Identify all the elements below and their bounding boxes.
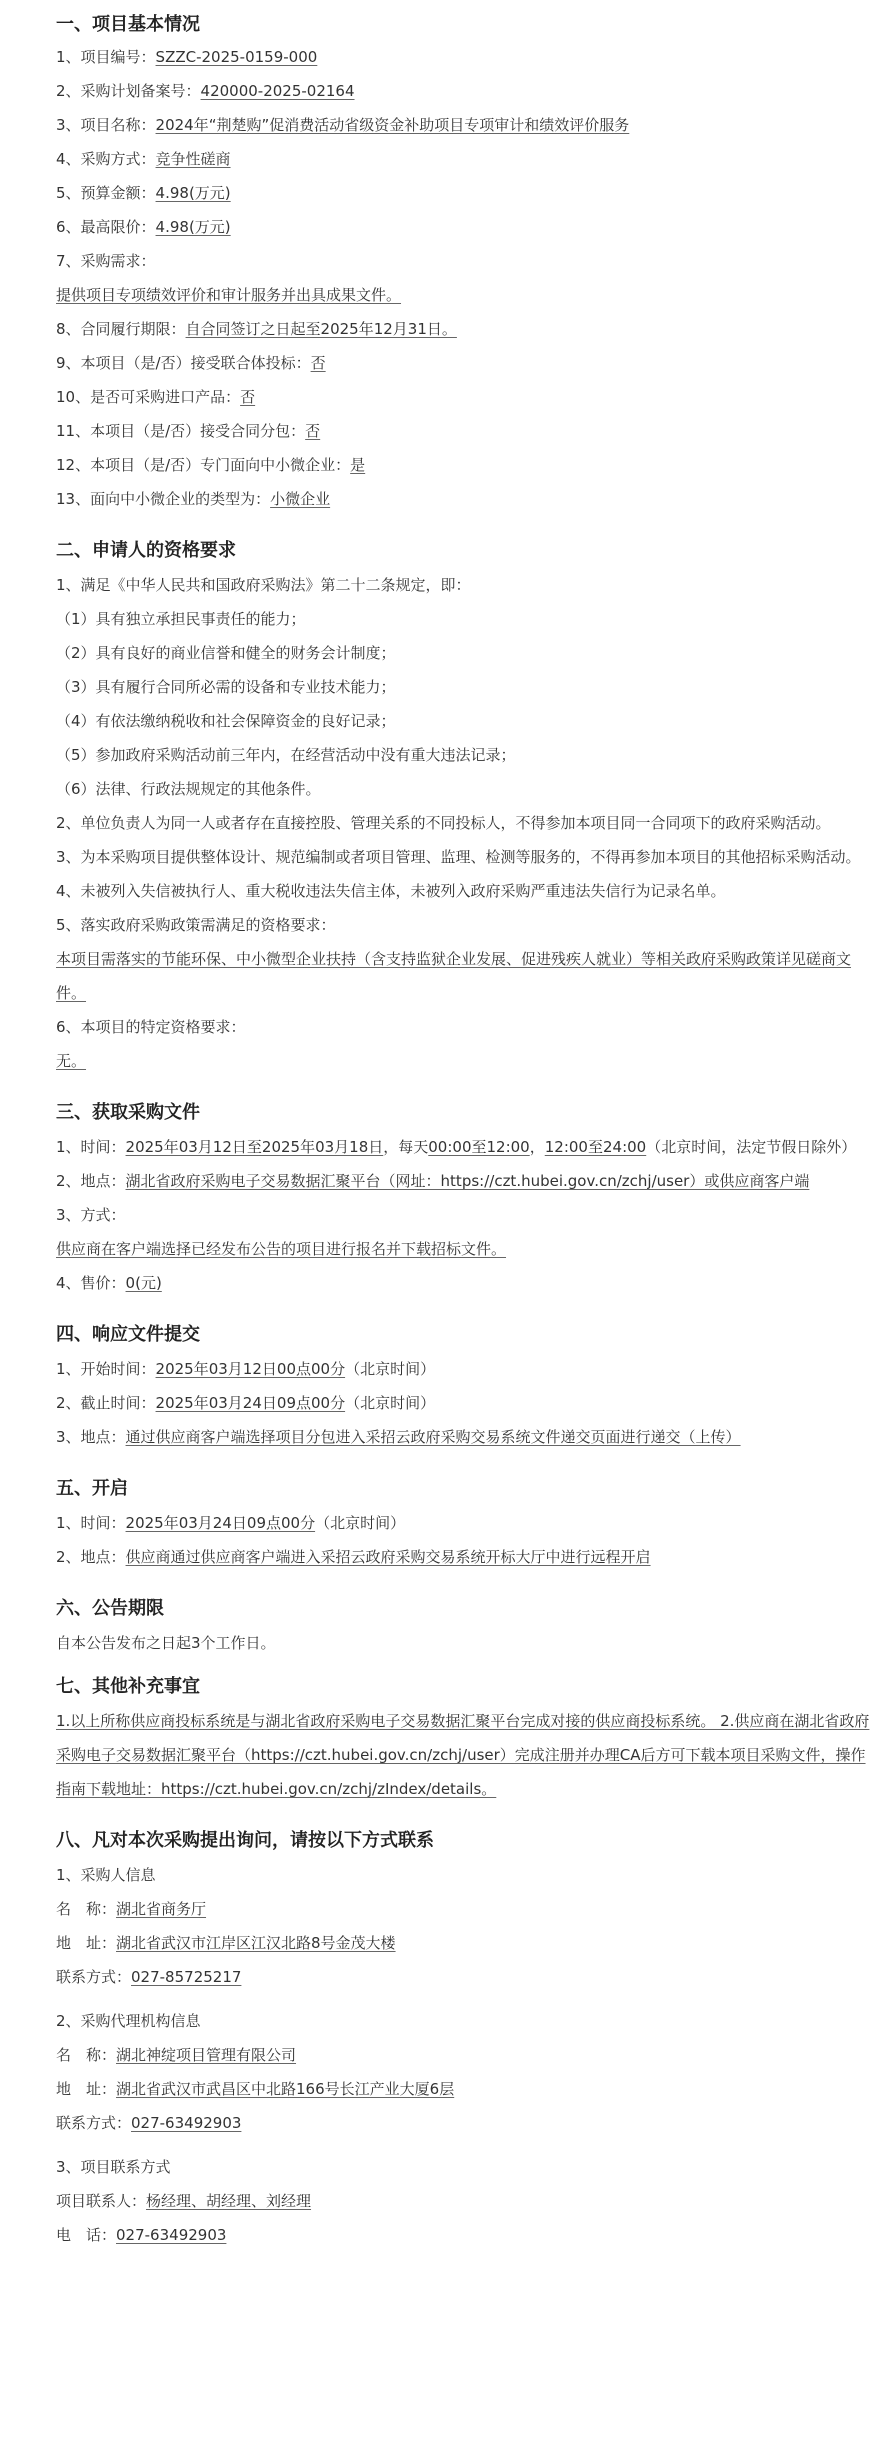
- qualification-2: 2、单位负责人为同一人或者存在直接控股、管理关系的不同投标人，不得参加本项目同一合同项下的政府采购活动。: [56, 814, 831, 832]
- agency-contact: 联系方式：027-63492903: [56, 2114, 242, 2132]
- project-contact-label: 3、项目联系方式: [56, 2158, 171, 2176]
- section-8-title: 八、凡对本次采购提出询问，请按以下方式联系: [56, 1830, 434, 1851]
- section-3-title: 三、获取采购文件: [56, 1102, 200, 1123]
- plan-record-number: 2、采购计划备案号：420000-2025-02164: [56, 82, 355, 100]
- submit-start-time: 1、开始时间：2025年03月12日00点00分（北京时间）: [56, 1360, 436, 1378]
- qualification-3: 3、为本采购项目提供整体设计、规范编制或者项目管理、监理、检测等服务的，不得再参加本项目的其他招标采购活动。: [56, 848, 861, 866]
- acquire-method: 供应商在客户端选择已经发布公告的项目进行报名并下载招标文件。: [56, 1240, 507, 1258]
- acquire-time: 1、时间：2025年03月12日至2025年03月18日，每天00:00至12:00，12:00至24:00（北京时间，法定节假日除外）: [56, 1138, 857, 1156]
- qualification-item-6: （6）法律、行政法规规定的其他条件。: [56, 780, 321, 798]
- purchaser-address: 地 址：湖北省武汉市江岸区江汉北路8号金茂大楼: [56, 1934, 396, 1952]
- sme-oriented: 12、本项目（是/否）专门面向中小微企业：是: [56, 456, 366, 474]
- supplementary-notes: 1.以上所称供应商投标系统是与湖北省政府采购电子交易数据汇聚平台完成对接的供应商投标系统。 2.供应商在湖北省政府采购电子交易数据汇聚平台（https://czt.hubei.gov.cn/zchj/user）完成注册并办理CA后方可下载本项目采购文件，操作指南下载地址：https://czt.hubei.gov.cn/zchj/zIndex/details。: [56, 1712, 870, 1798]
- project-contact-phone: 电 话：027-63492903: [56, 2226, 227, 2244]
- agency-name: 名 称：湖北神绽项目管理有限公司: [56, 2046, 297, 2064]
- budget-amount: 5、预算金额：4.98(万元): [56, 184, 231, 202]
- section-5-title: 五、开启: [56, 1478, 128, 1499]
- project-number: 1、项目编号：SZZC-2025-0159-000: [56, 48, 318, 66]
- policy-requirement: 本项目需落实的节能环保、中小微型企业扶持（含支持监狱企业发展、促进残疾人就业）等相关政府采购政策详见磋商文件。: [56, 950, 852, 1002]
- section-1-title: 一、项目基本情况: [56, 14, 200, 35]
- purchaser-name: 名 称：湖北省商务厅: [56, 1900, 207, 1918]
- agency-info-label: 2、采购代理机构信息: [56, 2012, 201, 2030]
- contract-period: 8、合同履行期限：自合同签订之日起至2025年12月31日。: [56, 320, 457, 338]
- section-7-title: 七、其他补充事宜: [56, 1676, 200, 1697]
- qualification-item-5: （5）参加政府采购活动前三年内，在经营活动中没有重大违法记录；: [56, 746, 516, 764]
- qualification-item-3: （3）具有履行合同所必需的设备和专业技术能力；: [56, 678, 396, 696]
- max-price: 6、最高限价：4.98(万元): [56, 218, 231, 236]
- acquire-method-label: 3、方式：: [56, 1206, 126, 1224]
- project-name: 3、项目名称：2024年“荆楚购”促消费活动省级资金补助项目专项审计和绩效评价服务: [56, 116, 630, 134]
- submit-location: 3、地点：通过供应商客户端选择项目分包进入采招云政府采购交易系统文件递交页面进行递交（上传）: [56, 1428, 741, 1446]
- consortium-bid: 9、本项目（是/否）接受联合体投标：否: [56, 354, 326, 372]
- qualification-item-1: （1）具有独立承担民事责任的能力；: [56, 610, 306, 628]
- section-6-title: 六、公告期限: [56, 1598, 164, 1619]
- notice-period: 自本公告发布之日起3个工作日。: [56, 1634, 276, 1652]
- qualification-5: 5、落实政府采购政策需满足的资格要求：: [56, 916, 336, 934]
- qualification-1: 1、满足《中华人民共和国政府采购法》第二十二条规定，即：: [56, 576, 471, 594]
- project-contact-person: 项目联系人：杨经理、胡经理、刘经理: [56, 2192, 312, 2210]
- import-products: 10、是否可采购进口产品：否: [56, 388, 256, 406]
- qualification-item-2: （2）具有良好的商业信誉和健全的财务会计制度；: [56, 644, 396, 662]
- qualification-item-4: （4）有依法缴纳税收和社会保障资金的良好记录；: [56, 712, 396, 730]
- requirement-text: 提供项目专项绩效评价和审计服务并出具成果文件。: [56, 286, 402, 304]
- procurement-method: 4、采购方式：竞争性磋商: [56, 150, 231, 168]
- section-4-title: 四、响应文件提交: [56, 1324, 200, 1345]
- agency-address: 地 址：湖北省武汉市武昌区中北路166号长江产业大厦6层: [56, 2080, 455, 2098]
- submit-deadline: 2、截止时间：2025年03月24日09点00分（北京时间）: [56, 1394, 436, 1412]
- subcontract: 11、本项目（是/否）接受合同分包：否: [56, 422, 321, 440]
- acquire-price: 4、售价：0(元): [56, 1274, 162, 1292]
- qualification-6: 6、本项目的特定资格要求：: [56, 1018, 246, 1036]
- opening-location: 2、地点：供应商通过供应商客户端进入采招云政府采购交易系统开标大厅中进行远程开启: [56, 1548, 651, 1566]
- acquire-location: 2、地点：湖北省政府采购电子交易数据汇聚平台（网址：https://czt.hubei.gov.cn/zchj/user）或供应商客户端: [56, 1172, 810, 1190]
- requirement-label: 7、采购需求：: [56, 252, 156, 270]
- qualification-4: 4、未被列入失信被执行人、重大税收违法失信主体，未被列入政府采购严重违法失信行为记录名单。: [56, 882, 726, 900]
- opening-time: 1、时间：2025年03月24日09点00分（北京时间）: [56, 1514, 406, 1532]
- purchaser-info-label: 1、采购人信息: [56, 1866, 156, 1884]
- purchaser-contact: 联系方式：027-85725217: [56, 1968, 242, 1986]
- sme-type: 13、面向中小微企业的类型为：小微企业: [56, 490, 331, 508]
- section-2-title: 二、申请人的资格要求: [56, 540, 236, 561]
- special-requirement: 无。: [56, 1052, 87, 1070]
